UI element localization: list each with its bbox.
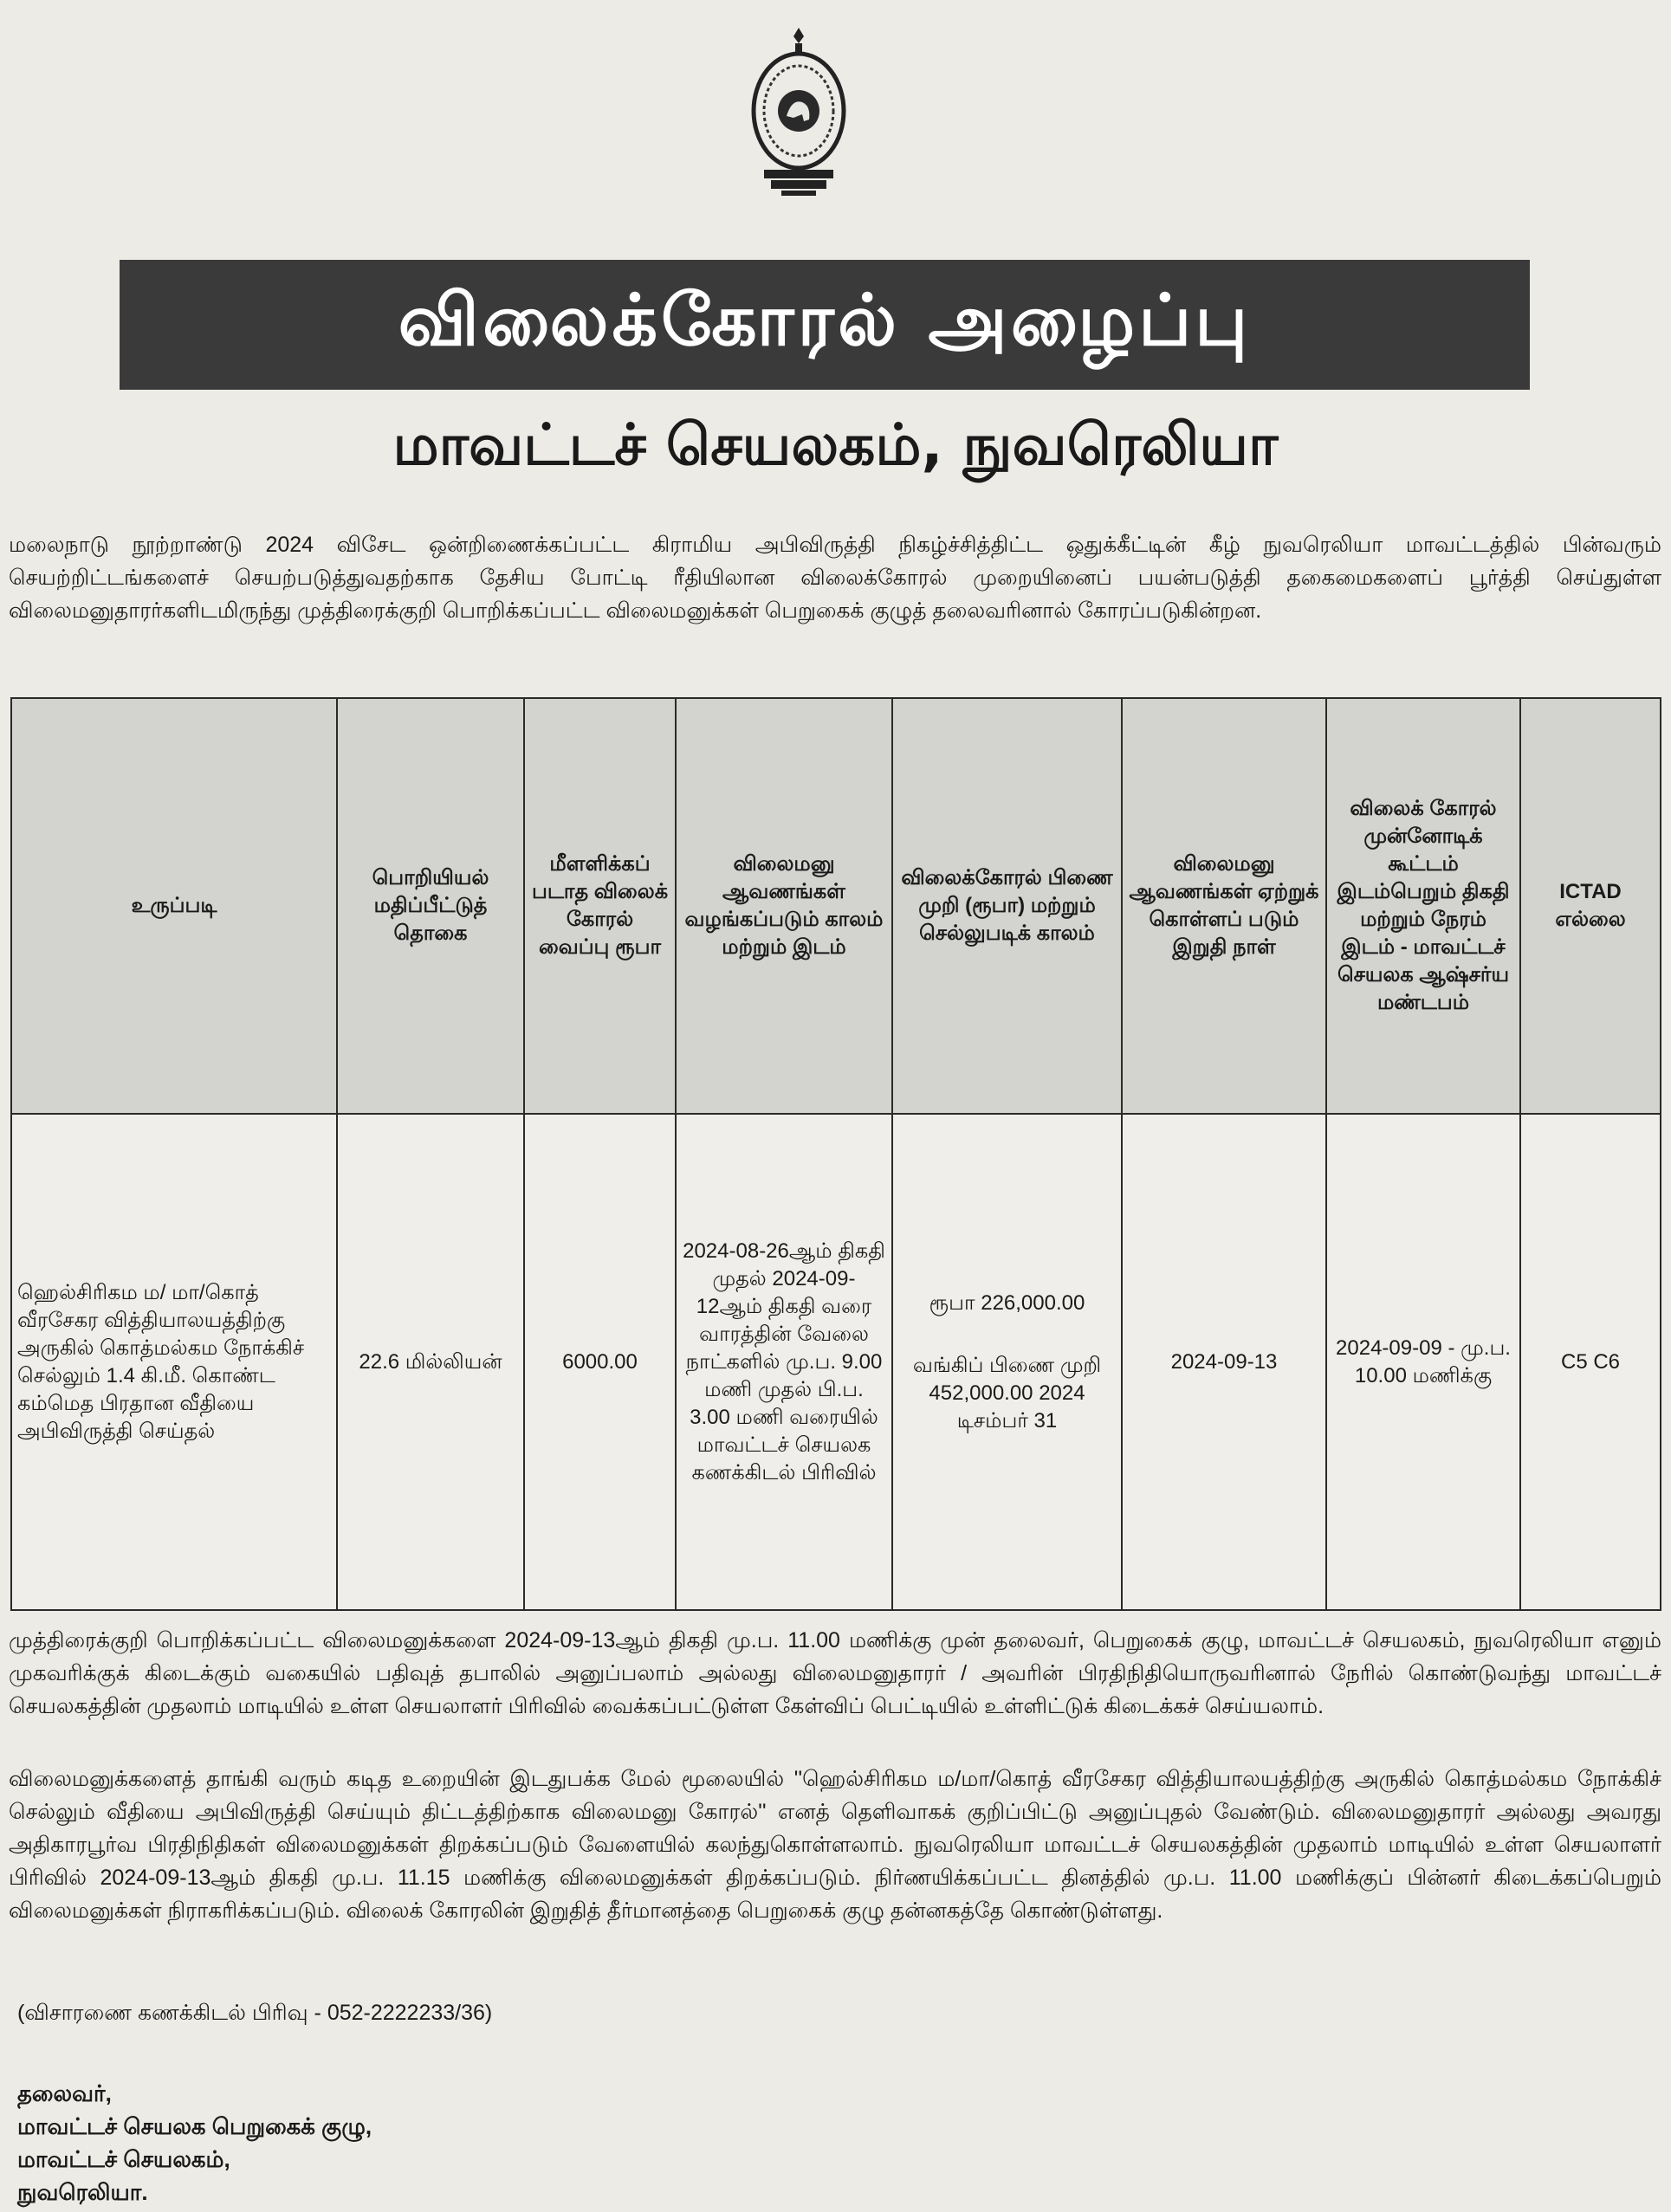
signature-block xyxy=(17,2077,372,2209)
column-header-estimate: பொறியியல் மதிப்பீட்டுத் தொகை xyxy=(337,698,524,1114)
title-banner xyxy=(120,260,1530,390)
column-header-bid-bond: விலைக்கோரல் பிணை முறி (ரூபா) மற்றும் செல்லுபடிக் காலம் xyxy=(892,698,1122,1114)
cell-item: ஹெல்சிரிகம ம/ மா/கொத் வீரசேகர வித்தியாலயத்திற்கு அருகில் கொத்மல்கம நோக்கிச் செல்லும் 1.4 கி.மீ. கொண்ட கம்மெத பிரதான வீதியை அபிவிருத்தி செய்தல் xyxy=(11,1114,337,1610)
cell-deposit: 6000.00 xyxy=(524,1114,676,1610)
page-subtitle: மாவட்டச் செயலகம், நுவரெலியா xyxy=(392,411,1279,478)
cell-estimate: 22.6 மில்லியன் xyxy=(337,1114,524,1610)
column-header-ictad: ICTAD எல்லை xyxy=(1520,698,1661,1114)
sri-lanka-government-emblem-icon xyxy=(747,24,851,197)
signature-line: நுவரெலியா. xyxy=(17,2179,148,2205)
column-header-issue-period: விலைமனு ஆவணங்கள் வழங்கப்படும் காலம் மற்றும் இடம் xyxy=(676,698,892,1114)
enquiry-contact: (விசாரணை கணக்கிடல் பிரிவு - 052-2222233/36) xyxy=(17,2001,493,2025)
signature-line: மாவட்டச் செயலகம், xyxy=(17,2146,230,2172)
cell-bid-bond xyxy=(892,1114,1122,1610)
table-header-row xyxy=(11,698,1661,1114)
table-row xyxy=(11,1114,1661,1610)
column-header-item: உருப்படி xyxy=(11,698,337,1114)
signature-line: தலைவர், xyxy=(17,2080,112,2106)
column-header-pre-bid-meeting: விலைக் கோரல் முன்னோடிக் கூட்டம் இடம்பெறும் திகதி மற்றும் நேரம் இடம் - மாவட்டச் செயலக ஆஷ்சர்ய மண்டபம் xyxy=(1326,698,1520,1114)
envelope-paragraph: விலைமனுக்களைத் தாங்கி வரும் கடித உறையின் இடதுபக்க மேல் மூலையில் ''ஹெல்சிரிகம ம/மா/கொத் வீரசேகர வித்தியாலயத்திற்கு அருகில் கொத்மல்கம நோக்கிச் செல்லும் வீதியை அபிவிருத்தி செய்யும் திட்டத்திற்காக விலைமனு கோரல்'' எனத் தெளிவாகக் குறிப்பிட்டு அனுப்புதல் வேண்டும். விலைமனுதாரர் அல்லது அவரது அதிகாரபூர்வ பிரதிநிதிகள் விலைமனுக்கள் திறக்கப்படும் வேளையில் கலந்துகொள்ளலாம். நுவரெலியா மாவட்டச் செயலகத்தின் முதலாம் மாடியில் உள்ள செயலாளர் பிரிவில் 2024-09-13ஆம் திகதி மு.ப. 11.15 மணிக்கு விலைமனுக்கள் திறக்கப்படும். நிர்ணயிக்கப்பட்ட தினத்தில் மு.ப. 11.00 மணிக்குப் பின்னர் கிடைக்கப்பெறும் விலைமனுக்கள் நிராகரிக்கப்படும். விலைக் கோரலின் இறுதித் தீர்மானத்தை பெறுகைக் குழு தன்னகத்தே கொண்டுள்ளது. xyxy=(9,1767,1661,1923)
cell-pre-bid-meeting: 2024-09-09 - மு.ப. 10.00 மணிக்கு xyxy=(1326,1114,1520,1610)
signature-line: மாவட்டச் செயலக பெறுகைக் குழு, xyxy=(17,2113,372,2139)
bank-guarantee: வங்கிப் பிணை முறி 452,000.00 2024 டிசம்பர் 31 xyxy=(912,1353,1102,1433)
cell-ictad: C5 C6 xyxy=(1520,1114,1661,1610)
column-header-closing-date: விலைமனு ஆவணங்கள் ஏற்றுக் கொள்ளப் படும் இறுதி நாள் xyxy=(1122,698,1326,1114)
tender-table xyxy=(10,697,1661,1611)
cell-issue-period: 2024-08-26ஆம் திகதி முதல் 2024-09-12ஆம் திகதி வரை வாரத்தின் வேலை நாட்களில் மு.ப. 9.00 மணி முதல் பி.ப. 3.00 மணி வரையில் மாவட்டச் செயலக கணக்கிடல் பிரிவில் xyxy=(676,1114,892,1610)
intro-paragraph: மலைநாடு நூற்றாண்டு 2024 விசேட ஒன்றிணைக்கப்பட்ட கிராமிய அபிவிருத்தி நிகழ்ச்சித்திட்ட ஒதுக்கீட்டின் கீழ் நுவரெலியா மாவட்டத்தில் பின்வரும் செயற்றிட்டங்களைச் செயற்படுத்துவதற்காக தேசிய போட்டி ரீதியிலான விலைக்கோரல் முறையினைப் பயன்படுத்தி தகைமைகளைப் பூர்த்தி செய்துள்ள விலைமனுதாரர்களிடமிருந்து முத்திரைக்குறி பொறிக்கப்பட்ட விலைமனுக்கள் பெறுகைக் குழுத் தலைவரினால் கோரப்படுகின்றன. xyxy=(9,533,1661,623)
column-header-deposit: மீளளிக்கப் படாத விலைக் கோரல் வைப்பு ரூபா xyxy=(524,698,676,1114)
bid-bond-amount: ரூபா 226,000.00 xyxy=(929,1290,1085,1315)
cell-closing-date: 2024-09-13 xyxy=(1122,1114,1326,1610)
page-title: விலைக்கோரல் அழைப்பு xyxy=(398,278,1252,362)
submission-paragraph: முத்திரைக்குறி பொறிக்கப்பட்ட விலைமனுக்களை 2024-09-13ஆம் திகதி மு.ப. 11.00 மணிக்கு முன் தலைவர், பெறுகைக் குழு, மாவட்டச் செயலகம், நுவரெலியா எனும் முகவரிக்குக் கிடைக்கும் வகையில் பதிவுத் தபாலில் அனுப்பலாம் அல்லது விலைமனுதாரர் / அவரின் பிரதிநிதியொருவரினால் நேரில் கொண்டுவந்து மாவட்டச் செயலகத்தின் முதலாம் மாடியில் உள்ள செயலாளர் பிரிவில் வைக்கப்பட்டுள்ள கேள்விப் பெட்டியில் உள்ளிட்டுக் கிடைக்கச் செய்யலாம். xyxy=(9,1628,1661,1718)
